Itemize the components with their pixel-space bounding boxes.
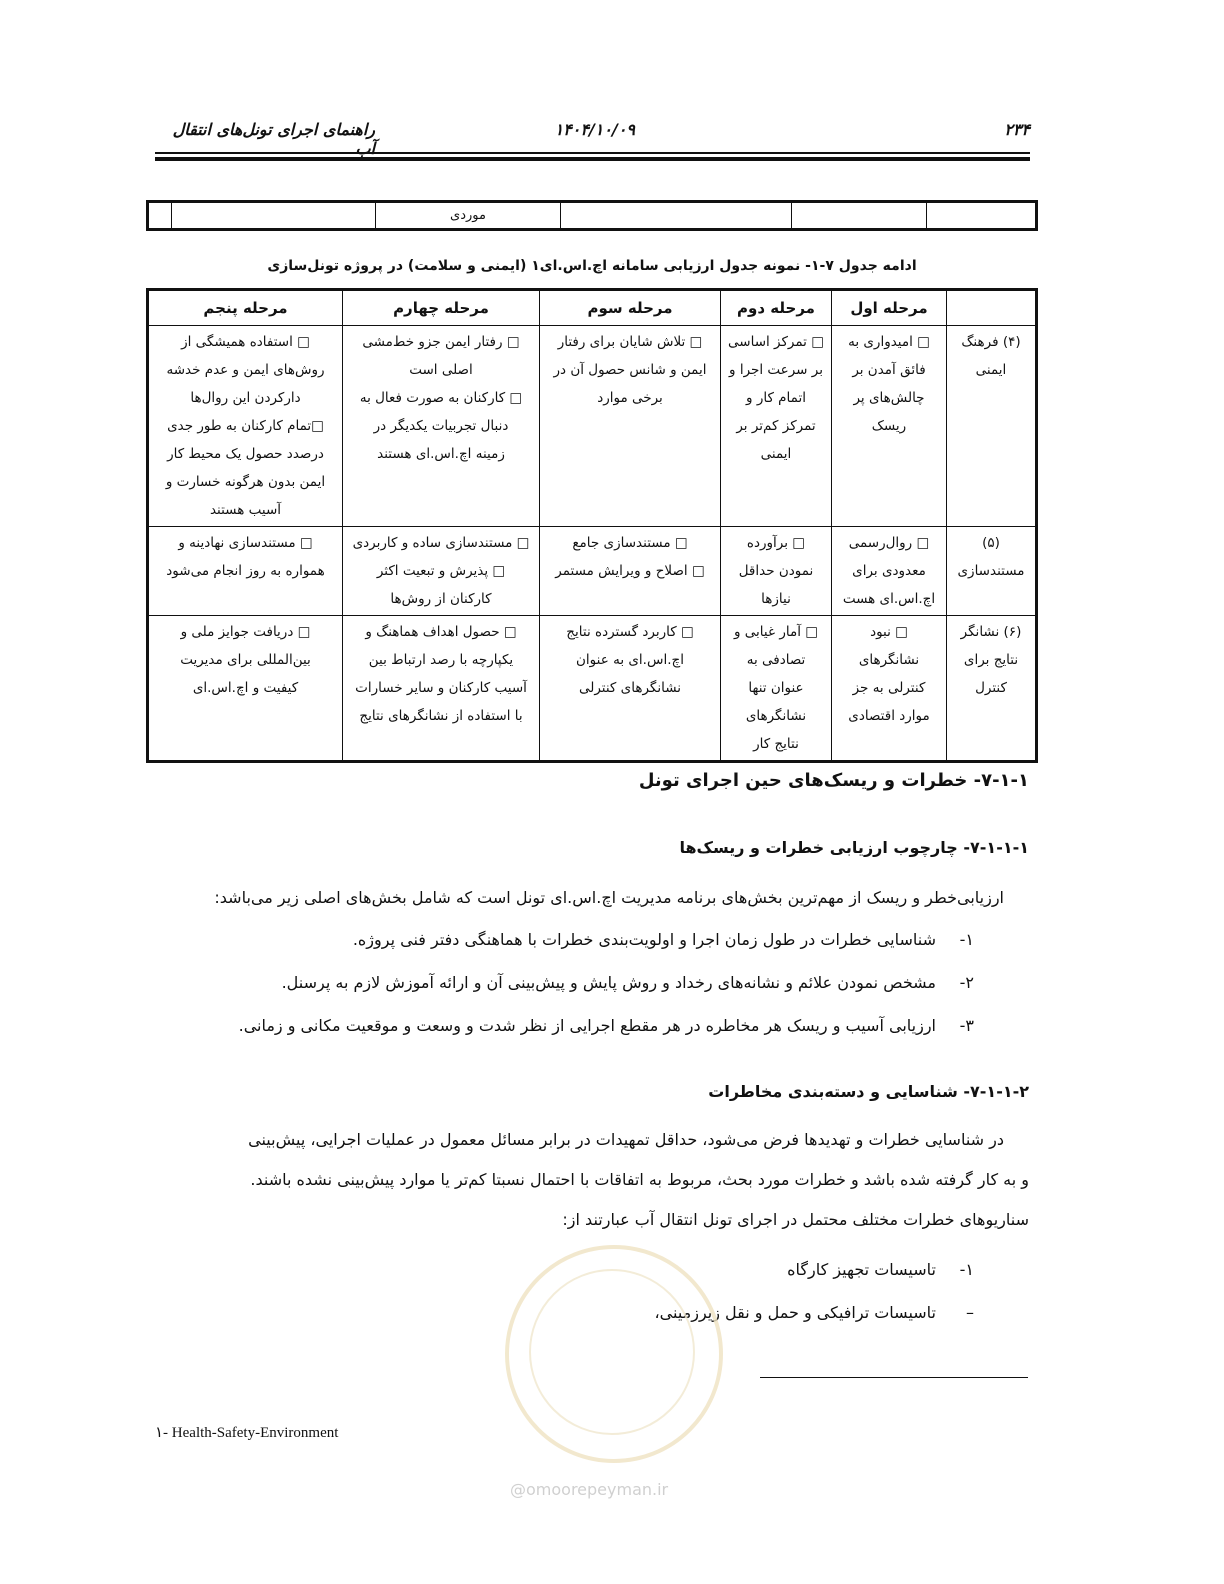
row-label-cell — [947, 616, 1037, 762]
cell-line: عنوان تنها — [748, 680, 804, 696]
table-cell — [148, 527, 343, 616]
cell-line: (۵) — [982, 535, 1000, 551]
table-caption: ادامه جدول ۷-۱- نمونه جدول ارزیابی سامانه اچ.اس.ای۱ (ایمنی و سلامت) در پروژه تونل‌سازی — [267, 258, 917, 274]
table-cell — [540, 527, 721, 616]
cell-line: □ امیدواری به — [848, 334, 930, 350]
cell-line: اصلی است — [409, 362, 473, 378]
header-rule-thick — [155, 157, 1030, 161]
list-number: ۳- — [959, 1016, 974, 1035]
cell-line: نشانگرهای — [745, 708, 807, 724]
cell-line: روش‌های ایمن و عدم خدشه — [166, 362, 325, 378]
table-cell: موردی — [376, 202, 561, 230]
table-header-cell: مرحله سوم — [540, 290, 721, 326]
cell-line: ایمنی — [975, 362, 1007, 378]
list-text: ارزیابی آسیب و ریسک هر مخاطره در هر مقطع اجرایی از نظر شدت و وسعت و موقعیت مکانی و زمانی. — [238, 1016, 936, 1035]
list-item — [787, 1260, 974, 1279]
table-cell — [792, 202, 927, 230]
cell-line: □ اصلاح و ویرایش مستمر — [555, 563, 705, 579]
cell-line: □ حصول اهداف هماهنگ و — [365, 624, 517, 640]
cell-line: (۴) فرهنگ — [961, 334, 1021, 350]
table-header-cell: مرحله چهارم — [343, 290, 540, 326]
header-rule — [155, 152, 1030, 154]
table-cell — [343, 527, 540, 616]
cell-line: نشانگرهای کنترلی — [578, 680, 682, 696]
cell-line: تمرکز کم‌تر بر — [736, 418, 816, 434]
cell-line: کنترلی به جز — [852, 680, 926, 696]
table-cell — [148, 326, 343, 527]
cell-line: ایمن و شانس حصول آن در — [553, 362, 707, 378]
cell-line: زمینه اچ.اس.ای هستند — [377, 446, 505, 462]
cell-line: تصادفی به — [746, 652, 806, 668]
list-item — [282, 973, 974, 992]
subsection-heading: ۷-۱-۱-۲- شناسایی و دسته‌بندی مخاطرات — [708, 1082, 1029, 1101]
table-cell — [148, 616, 343, 762]
cell-line: □ استفاده همیشگی از — [181, 334, 310, 350]
table-row — [148, 616, 1037, 762]
cell-line: □ مستندسازی جامع — [572, 535, 688, 551]
cell-line: دنبال تجربیات یکدیگر در — [373, 418, 509, 434]
cell-line: □ مستندسازی ساده و کاربردی — [352, 535, 530, 551]
cell-line: □تمام کارکنان به طور جدی — [167, 418, 324, 434]
table-cell — [343, 326, 540, 527]
list-number: ۱- — [959, 930, 974, 949]
cell-line: □ مستندسازی نهادینه و — [178, 535, 313, 551]
paragraph: ارزیابی‌خطر و ریسک از مهم‌ترین بخش‌های برنامه مدیریت اچ.اس.ای تونل است که شامل بخش‌های اصلی زیر می‌باشد: — [214, 888, 1004, 907]
table-cell — [721, 326, 832, 527]
page-header — [155, 120, 1030, 158]
cell-line: درصدد حصول یک محیط کار — [167, 446, 324, 462]
table-row — [148, 326, 1037, 527]
watermark-seal-icon — [505, 1245, 723, 1463]
paragraph-line: سناریوهای خطرات مختلف محتمل در اجرای تونل انتقال آب عبارتند از: — [562, 1210, 1029, 1229]
cell-line: یکپارچه با رصد ارتباط بین — [368, 652, 514, 668]
hse-evaluation-table — [146, 288, 1038, 763]
table-header-cell: مرحله پنجم — [148, 290, 343, 326]
header-title: راهنمای اجرای تونل‌های انتقال آب — [172, 120, 375, 158]
cell-line: فائق آمدن بر — [852, 362, 926, 378]
table-cell — [343, 616, 540, 762]
cell-line: نشانگرهای — [858, 652, 920, 668]
table-row — [148, 527, 1037, 616]
cell-line: مستندسازی — [957, 563, 1025, 579]
cell-line: ریسک — [871, 418, 907, 434]
cell-line: نتایج کار — [753, 736, 799, 752]
cell-line: معدودی برای — [852, 563, 926, 579]
watermark-ring — [529, 1269, 695, 1435]
cell-line: □ نبود — [870, 624, 908, 640]
cell-line: □ روال‌رسمی — [848, 535, 930, 551]
paragraph-line: و به کار گرفته شده باشد و خطرات مورد بحث، مربوط به اتفاقات با احتمال نسبتا کم‌تر یا موارد پیش‌بینی نشده باشند. — [250, 1170, 1029, 1189]
watermark-text: @omoorepeyman.ir — [510, 1480, 669, 1499]
table-cell — [172, 202, 376, 230]
cell-line: ایمنی — [760, 446, 792, 462]
list-text: تاسیسات ترافیکی و حمل و نقل زیرزمینی، — [654, 1303, 936, 1322]
list-number: – — [966, 1303, 974, 1322]
footnote: ۱- Health-Safety-Environment — [155, 1425, 339, 1441]
cell-line: بین‌المللی برای مدیریت — [180, 652, 311, 668]
cell-line: □ رفتار ایمن جزو خط‌مشی — [362, 334, 520, 350]
cell-line: □ تمرکز اساسی — [728, 334, 824, 350]
table-header-cell — [947, 290, 1037, 326]
table-cell — [832, 527, 947, 616]
cell-line: کنترل — [975, 680, 1007, 696]
footnote-rule — [760, 1377, 1028, 1378]
page-number: ۲۳۴ — [1004, 120, 1030, 139]
list-number: ۲- — [959, 973, 974, 992]
list-item — [239, 1016, 974, 1035]
cell-line: □ آمار غیابی و — [733, 624, 819, 640]
list-text: مشخص نمودن علائم و نشانه‌های رخداد و روش پایش و پیش‌بینی آن و ارائه آموزش لازم به پرسنل. — [281, 973, 936, 992]
cell-line: □ کارکنان به صورت فعال به — [359, 390, 523, 406]
table-cell — [561, 202, 792, 230]
cell-line: (۶) نشانگر — [960, 624, 1022, 640]
cell-line: اچ.اس.ای به عنوان — [576, 652, 684, 668]
cell-line: کیفیت و اچ.اس.ای — [192, 680, 299, 696]
cell-line: کارکنان از روش‌ها — [390, 591, 492, 607]
cell-line: اچ.اس.ای هست — [842, 591, 936, 607]
table-cell — [721, 527, 832, 616]
cell-line: چالش‌های پر — [853, 390, 925, 406]
cell-line: موارد اقتصادی — [848, 708, 930, 724]
table-cell — [927, 202, 1037, 230]
cell-line: □ دریافت جوایز ملی و — [180, 624, 311, 640]
cell-line: □ تلاش شایان برای رفتار — [557, 334, 703, 350]
header-date: ۱۴۰۴/۱۰/۰۹ — [554, 120, 635, 139]
cell-line: برخی موارد — [597, 390, 663, 406]
table-header-cell: مرحله اول — [832, 290, 947, 326]
cell-line: ایمن بدون هرگونه خسارت و — [165, 474, 326, 490]
cell-line: آسیب هستند — [209, 502, 282, 518]
cell-line: □ پذیرش و تبعیت اکثر — [376, 563, 506, 579]
cell-line: همواره به روز انجام می‌شود — [166, 563, 325, 579]
row-label-cell — [947, 326, 1037, 527]
subsection-heading: ۷-۱-۱-۱- چارچوب ارزیابی خطرات و ریسک‌ها — [679, 838, 1029, 857]
cell-line: □ کاربرد گسترده نتایج — [566, 624, 694, 640]
table-cell — [148, 202, 172, 230]
cell-line: اتمام کار و — [746, 390, 806, 406]
row-label-cell — [947, 527, 1037, 616]
table-cell — [540, 616, 721, 762]
list-text: شناسایی خطرات در طول زمان اجرا و اولویت‌بندی خطرات با هماهنگی دفتر فنی پروژه. — [352, 930, 936, 949]
cell-line: با استفاده از نشانگرهای نتایج — [359, 708, 523, 724]
table-cell — [832, 326, 947, 527]
list-item — [353, 930, 974, 949]
table-header-row — [148, 290, 1037, 326]
cell-line: □ برآورده — [746, 535, 806, 551]
cell-line: دارکردن این روال‌ها — [190, 390, 301, 406]
cell-line: نمودن حداقل — [738, 563, 814, 579]
table-cell — [540, 326, 721, 527]
paragraph-line: در شناسایی خطرات و تهدیدها فرض می‌شود، حداقل تمهیدات در برابر مسائل معمول در عملیات اجرایی، پیش‌بینی — [248, 1130, 1004, 1149]
table-cell — [721, 616, 832, 762]
cell-line: آسیب کارکنان و سایر خسارات — [355, 680, 527, 696]
section-heading: ۷-۱-۱- خطرات و ریسک‌های حین اجرای تونل — [638, 770, 1029, 791]
cell-line: نیازها — [761, 591, 791, 607]
continued-table-row — [146, 200, 1038, 231]
table-cell — [832, 616, 947, 762]
list-text: تاسیسات تجهیز کارگاه — [787, 1260, 936, 1279]
cell-line: نتایج برای — [963, 652, 1019, 668]
cell-line: بر سرعت اجرا و — [729, 362, 823, 378]
table-header-cell: مرحله دوم — [721, 290, 832, 326]
list-number: ۱- — [959, 1260, 974, 1279]
